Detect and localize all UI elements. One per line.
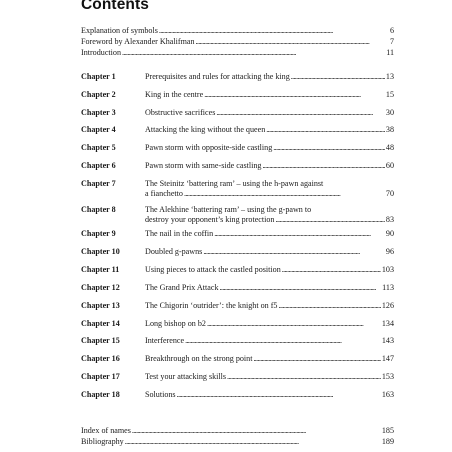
toc-entry-page: 6 [389, 26, 394, 35]
leader-dots [216, 108, 385, 118]
toc-entry-title: Index of names [81, 426, 131, 435]
toc-entry-bibliography[interactable] [81, 437, 394, 447]
chapter-page: 113 [382, 283, 394, 292]
leader-dots [177, 390, 381, 400]
leader-dots [185, 336, 381, 346]
chapter-page: 103 [381, 265, 394, 274]
leader-dots [203, 247, 385, 257]
chapter-title-line1: The Alekhine ‘battering ram’ – using the g-pawn to [145, 205, 312, 214]
chapter-page: 60 [385, 161, 394, 170]
chapter-title: Pawn storm with same-side castling [145, 161, 262, 170]
toc-entry-page: 185 [381, 426, 394, 435]
toc-entry-foreword[interactable] [81, 37, 394, 47]
toc-entry-title: Foreword by Alexander Khalifman [81, 37, 195, 46]
chapter-page: 96 [385, 247, 394, 256]
toc-entry-title: Explanation of symbols [81, 26, 158, 35]
chapter-page: 134 [381, 319, 394, 328]
chapter-label: Chapter 7 [81, 179, 116, 188]
chapter-label: Chapter 16 [81, 354, 120, 363]
chapter-title: Using pieces to attack the castled position [145, 265, 281, 274]
chapter-label: Chapter 15 [81, 336, 120, 345]
chapter-page: 147 [381, 354, 394, 363]
chapter-page: 163 [381, 390, 394, 399]
toc-entry-page: 7 [389, 37, 394, 46]
leader-dots [220, 283, 382, 293]
chapter-title: Pawn storm with opposite-side castling [145, 143, 273, 152]
chapter-page: 15 [385, 90, 394, 99]
chapter-title: Obstructive sacrifices [145, 108, 216, 117]
leader-dots [196, 37, 389, 47]
chapter-title: Solutions [145, 390, 176, 399]
chapter-title: The nail in the coffin [145, 229, 214, 238]
leader-dots [227, 372, 381, 382]
chapter-label: Chapter 6 [81, 161, 116, 170]
chapter-title: Test your attacking skills [145, 372, 227, 381]
chapter-page: 83 [385, 215, 394, 224]
chapter-title: Doubled g-pawns [145, 247, 203, 256]
chapter-page: 48 [385, 143, 394, 152]
leader-dots [291, 72, 385, 82]
chapter-page: 90 [385, 229, 394, 238]
page-title: Contents [81, 0, 149, 13]
leader-dots [273, 143, 385, 153]
chapter-title: destroy your opponent’s king protection [145, 215, 275, 224]
chapter-title: The Chigorin ‘outrider’: the knight on f5 [145, 301, 278, 310]
chapter-label: Chapter 12 [81, 283, 120, 292]
chapter-label: Chapter 4 [81, 125, 116, 134]
chapter-title: Prerequisites and rules for attacking the king [145, 72, 290, 81]
chapter-title: Breakthrough on the strong point [145, 354, 253, 363]
leader-dots [159, 26, 389, 36]
chapter-label: Chapter 9 [81, 229, 116, 238]
chapter-label: Chapter 14 [81, 319, 120, 328]
chapter-page: 153 [381, 372, 394, 381]
leader-dots [214, 229, 385, 239]
leader-dots [204, 90, 385, 100]
chapter-label: Chapter 2 [81, 90, 116, 99]
chapter-page: 13 [385, 72, 394, 81]
leader-dots [122, 48, 385, 58]
toc-entry-page: 11 [386, 48, 394, 57]
leader-dots [132, 426, 381, 436]
chapter-title: Interference [145, 336, 185, 345]
leader-dots [275, 215, 384, 225]
leader-dots [262, 161, 384, 171]
toc-entry-symbols[interactable] [81, 26, 394, 36]
chapter-page: 70 [385, 189, 394, 198]
toc-entry-page: 189 [381, 437, 394, 446]
chapter-label: Chapter 13 [81, 301, 120, 310]
leader-dots [125, 437, 381, 447]
chapter-label: Chapter 11 [81, 265, 120, 274]
chapter-title: Attacking the king without the queen [145, 125, 266, 134]
leader-dots [207, 319, 381, 329]
chapter-label: Chapter 8 [81, 205, 116, 214]
leader-dots [184, 189, 385, 199]
toc-entry-title: Bibliography [81, 437, 124, 446]
leader-dots [278, 301, 380, 311]
chapter-label: Chapter 3 [81, 108, 116, 117]
leader-dots [282, 265, 381, 275]
chapter-title: a fianchetto [145, 189, 183, 198]
chapter-title: King in the centre [145, 90, 204, 99]
chapter-title: The Grand Prix Attack [145, 283, 219, 292]
chapter-page: 38 [385, 125, 394, 134]
toc-entry-introduction[interactable] [81, 48, 394, 58]
toc-entry-index[interactable] [81, 426, 394, 436]
chapter-page: 143 [381, 336, 394, 345]
toc-entry-title: Introduction [81, 48, 122, 57]
chapter-title-line1: The Steinitz ‘battering ram’ – using the h-pawn against [145, 179, 324, 188]
leader-dots [253, 354, 380, 364]
chapter-label: Chapter 1 [81, 72, 116, 81]
chapter-label: Chapter 17 [81, 372, 120, 381]
chapter-label: Chapter 10 [81, 247, 120, 256]
chapter-page: 30 [385, 108, 394, 117]
chapter-label: Chapter 18 [81, 390, 120, 399]
leader-dots [266, 125, 385, 135]
chapter-title: Long bishop on b2 [145, 319, 206, 328]
chapter-label: Chapter 5 [81, 143, 116, 152]
chapter-page: 126 [381, 301, 394, 310]
